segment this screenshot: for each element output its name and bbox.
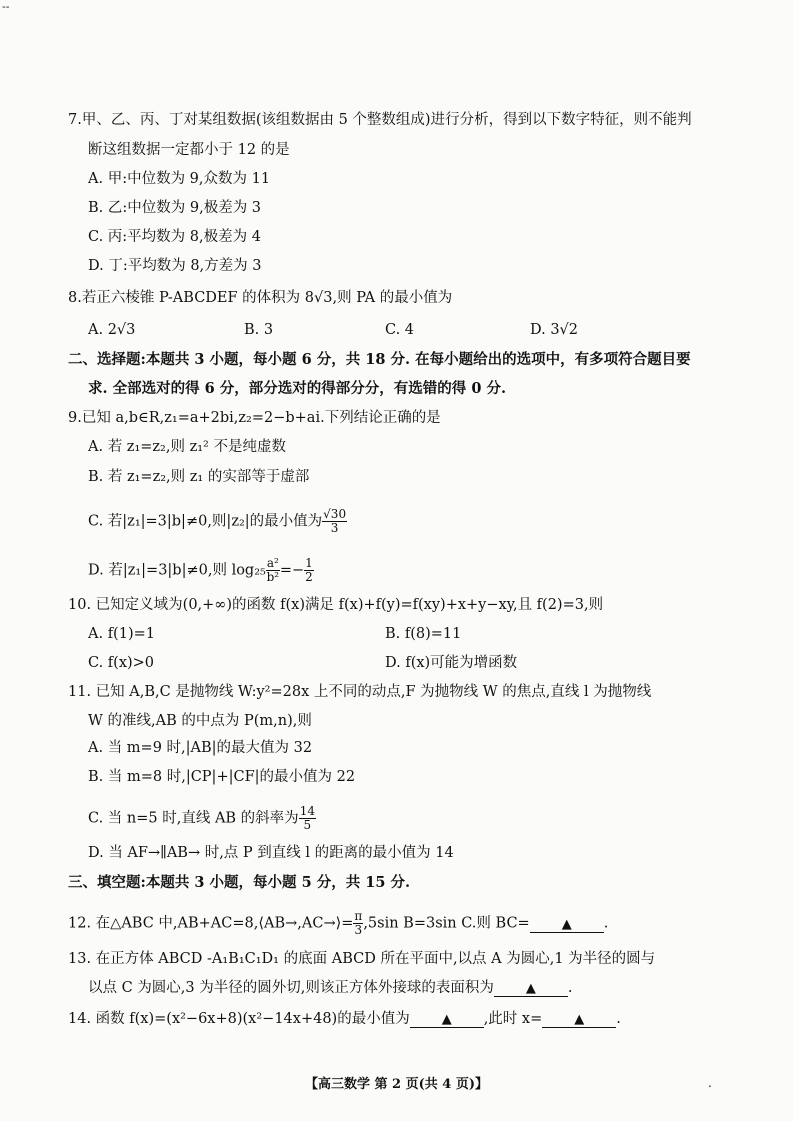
q11-option-c-text: C. 当 n=5 时,直线 AB 的斜率为 [88,810,299,827]
q11-option-b: B. 当 m=8 时,|CP|+|CF|的最小值为 22 [88,769,356,785]
q10-option-a: A. f(1)=1 [88,626,155,642]
q9-d-denominator2: 2 [305,570,313,584]
q9-c-denominator: 3 [330,521,339,535]
q9-option-a: A. 若 z₁=z₂,则 z₁² 不是纯虚数 [88,439,286,455]
q9-option-d-fraction2 [304,557,314,584]
q11-stem-line1: 11. 已知 A,B,C 是抛物线 W:y²=28x 上不同的动点,F 为抛物线 W 的焦点,直线 l 为抛物线 [68,684,652,700]
q9-option-d-text: D. 若|z₁|=3|b|≠0,则 log₂₅ [88,562,266,579]
q10-option-c: C. f(x)>0 [88,655,155,671]
q9-c-numerator: √30 [323,507,347,521]
q8-stem: 8.若正六棱锥 P-ABCDEF 的体积为 8√3,则 PA 的最小值为 [68,290,453,306]
section3-heading: 三、填空题:本题共 3 小题，每小题 5 分，共 15 分. [68,874,411,891]
q8-option-a: A. 2√3 [88,322,136,338]
q11-option-a: A. 当 m=9 时,|AB|的最大值为 32 [88,740,313,756]
q14-x-blank[interactable] [542,1012,616,1028]
q8-option-d: D. 3√2 [530,322,579,338]
q11-c-numerator: 14 [299,804,315,818]
q9-option-d [88,557,314,584]
q14-mid: ,此时 x= [483,1011,543,1027]
q9-d-numerator: a² [266,556,279,570]
corner-mark: -- [2,0,10,13]
q10-stem: 10. 已知定义域为(0,+∞)的函数 f(x)满足 f(x)+f(y)=f(xy)+x+y−xy,且 f(2)=3,则 [68,597,604,613]
q7-option-d: D. 丁:平均数为 8,方差为 3 [88,258,262,274]
q11-c-denominator: 5 [303,818,312,832]
q14-end: . [616,1011,621,1027]
q9-option-c-fraction [322,508,347,535]
q10-option-d: D. f(x)可能为增函数 [385,655,518,671]
q14-text: 14. 函数 f(x)=(x²−6x+8)(x²−14x+48)的最小值为 [68,1011,410,1027]
q9-d-denominator: b² [266,570,280,584]
q11-option-d: D. 当 AF→∥AB→ 时,点 P 到直线 l 的距离的最小值为 14 [88,845,454,861]
q7-option-b: B. 乙:中位数为 9,极差为 3 [88,200,262,216]
q8-option-c: C. 4 [385,322,415,338]
q12-text: 12. 在△ABC 中,AB+AC=8,⟨AB→,AC→⟩= [68,915,354,932]
q12-numerator: π [354,909,363,923]
q12-fraction [353,910,363,937]
q9-option-c [88,508,347,535]
q11-stem-line2: W 的准线,AB 的中点为 P(m,n),则 [88,713,312,729]
section2-heading-line2: 求. 全部选对的得 6 分，部分选对的得部分分，有选错的得 0 分. [88,380,507,397]
q7-option-c: C. 丙:平均数为 8,极差为 4 [88,229,261,245]
q13-stem-line2: 以点 C 为圆心,3 为半径的圆外切,则该正方体外接球的表面积为 [88,980,494,996]
q8-option-b: B. 3 [244,322,274,338]
q11-option-c [88,805,316,832]
q14-line [68,1009,621,1029]
q12-answer-blank[interactable] [530,917,604,933]
q12-tail: ,5sin B=3sin C.则 BC= [363,915,530,932]
q7-stem-line2: 断这组数据一定都小于 12 的是 [88,142,290,158]
footer-dot: . [708,1076,712,1090]
section2-heading-line1: 二、选择题:本题共 3 小题，每小题 6 分，共 18 分. 在每小题给出的选项中，有多项符合题目要 [68,351,691,368]
q14-min-blank[interactable] [410,1012,484,1028]
q13-line2 [88,978,572,998]
triangle-icon: ▲ [561,916,572,932]
q12-denominator: 3 [354,923,363,937]
q7-option-a: A. 甲:中位数为 9,众数为 11 [88,171,271,187]
q9-option-d-equals: =− [279,562,305,579]
q10-option-b: B. f(8)=11 [385,626,462,642]
q9-d-numerator2: 1 [305,556,313,570]
q13-stem-line1: 13. 在正方体 ABCD -A₁B₁C₁D₁ 的底面 ABCD 所在平面中,以点 A 为圆心,1 为半径的圆与 [68,951,656,967]
q13-answer-blank[interactable] [494,981,568,997]
q9-option-d-fraction [266,557,280,584]
triangle-icon: ▲ [525,981,536,996]
page-footer: 【高三数学 第 2 页(共 4 页)】 [304,1077,489,1092]
q12-end: . [603,915,609,932]
q11-option-c-fraction [299,805,316,832]
q9-option-b: B. 若 z₁=z₂,则 z₁ 的实部等于虚部 [88,469,310,485]
triangle-icon: ▲ [441,1012,452,1027]
triangle-icon: ▲ [574,1012,585,1027]
q13-end: . [567,980,573,996]
q9-option-c-text: C. 若|z₁|=3|b|≠0,则|z₂|的最小值为 [88,513,323,530]
q12-line [68,910,608,937]
q9-stem: 9.已知 a,b∈R,z₁=a+2bi,z₂=2−b+ai.下列结论正确的是 [68,410,441,426]
q7-stem-line1: 7.甲、乙、丙、丁对某组数据(该组数据由 5 个整数组成)进行分析，得到以下数字特征，则不能判 [68,112,692,128]
